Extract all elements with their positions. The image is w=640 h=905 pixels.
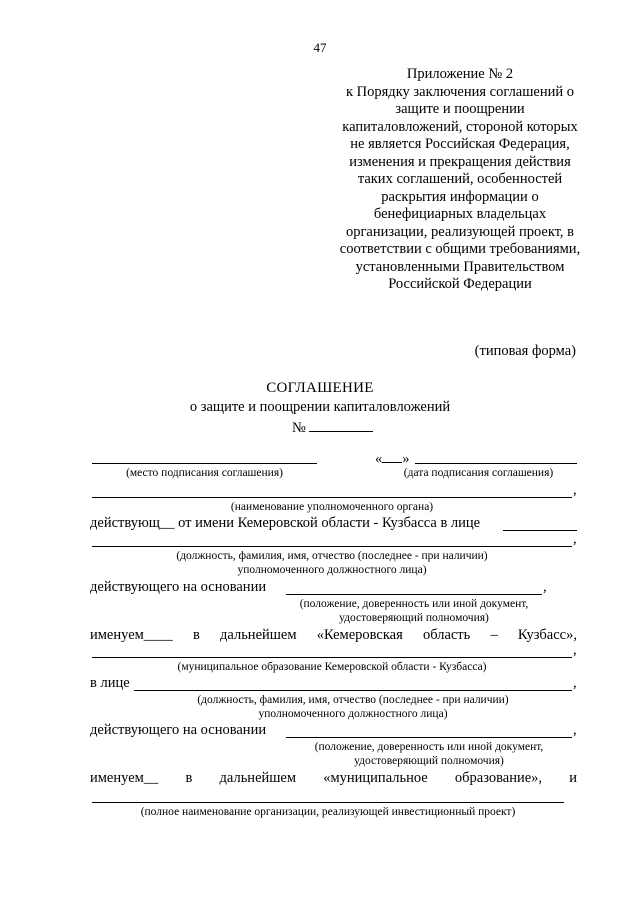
appendix-line: защите и поощрении [395,101,525,117]
appendix-line: раскрытия информации о [381,188,539,205]
official-line[interactable] [92,546,572,547]
official-caption-1: (должность, фамилия, имя, отчество (последнее - при наличии) [176,550,488,562]
acting-basis-text: действующего на основании [90,579,267,595]
document-subtitle: о защите и поощрении капиталовложений [189,399,451,415]
comma: , [573,531,577,547]
basis-caption-2: удостоверяющий полномочия) [339,612,489,624]
comma: , [573,482,577,498]
form-type-label: (типовая форма) [474,343,576,359]
comma: , [543,579,547,595]
date-caption: (дата подписания соглашения) [403,467,554,479]
agreement-number [292,418,373,437]
municipality-caption: (муниципальное образование Кемеровской области - Кузбасса) [177,661,487,673]
appendix-line: соответствии с общими требованиями, [339,241,581,257]
acting-basis-2-text: действующего на основании [90,722,267,738]
appendix-line: организации, реализующей проект, в [345,223,575,240]
appendix-line: к Порядку заключения соглашений о [346,83,574,100]
appendix-line: изменения и прекращения действия [349,153,571,170]
authority-line[interactable] [92,497,572,498]
comma: , [573,722,577,738]
number-sign: № [292,420,306,436]
appendix-line: бенефициарных владельцах [373,206,547,222]
appendix-line: таких соглашений, особенностей [357,171,563,187]
named-party-2-row: именуем__ в дальнейшем «муниципальное образование», и [90,770,577,786]
organization-line[interactable] [92,802,564,803]
official-2-caption-2: уполномоченного должностного лица) [258,708,448,720]
basis-2-line[interactable] [286,737,572,738]
acting-on-behalf-text: действующ__ от имени Кемеровской области - Кузбасса в лице [90,515,481,531]
basis-line[interactable] [286,594,542,595]
in-person-text: в лице [90,675,130,691]
official-caption-2: уполномоченного должностного лица) [237,564,427,576]
appendix-line: не является Российская Федерация, [350,136,570,152]
document-title: СОГЛАШЕНИЕ [266,380,374,396]
representative-line[interactable] [503,530,577,531]
appendix-line: Российской Федерации [388,276,532,292]
appendix-header [300,66,620,294]
named-party-1-row: именуем____ в дальнейшем «Кемеровская область – Кузбасс», [90,627,577,643]
official-2-line[interactable] [134,690,572,691]
page-number: 47 [313,40,327,55]
place-line[interactable] [92,463,317,464]
basis-2-caption-2: удостоверяющий полномочия) [354,755,504,767]
comma: , [573,642,577,658]
official-2-caption-1: (должность, фамилия, имя, отчество (последнее - при наличии) [197,694,509,706]
organization-caption: (полное наименование организации, реализующей инвестиционный проект) [140,806,516,818]
date-day-field[interactable]: « » [375,451,410,467]
appendix-line: капиталовложений, стороной которых [342,118,578,135]
authority-caption: (наименование уполномоченного органа) [230,501,434,513]
municipality-line[interactable] [92,657,572,658]
agreement-number-field[interactable] [309,418,373,432]
place-caption: (место подписания соглашения) [126,467,283,479]
basis-caption-1: (положение, доверенность или иной документ, [299,598,529,610]
comma: , [573,675,577,691]
appendix-line: Приложение № 2 [406,66,514,82]
basis-2-caption-1: (положение, доверенность или иной документ, [314,741,544,753]
date-month-year-line[interactable] [415,463,577,464]
appendix-line: установленными Правительством [355,258,565,275]
